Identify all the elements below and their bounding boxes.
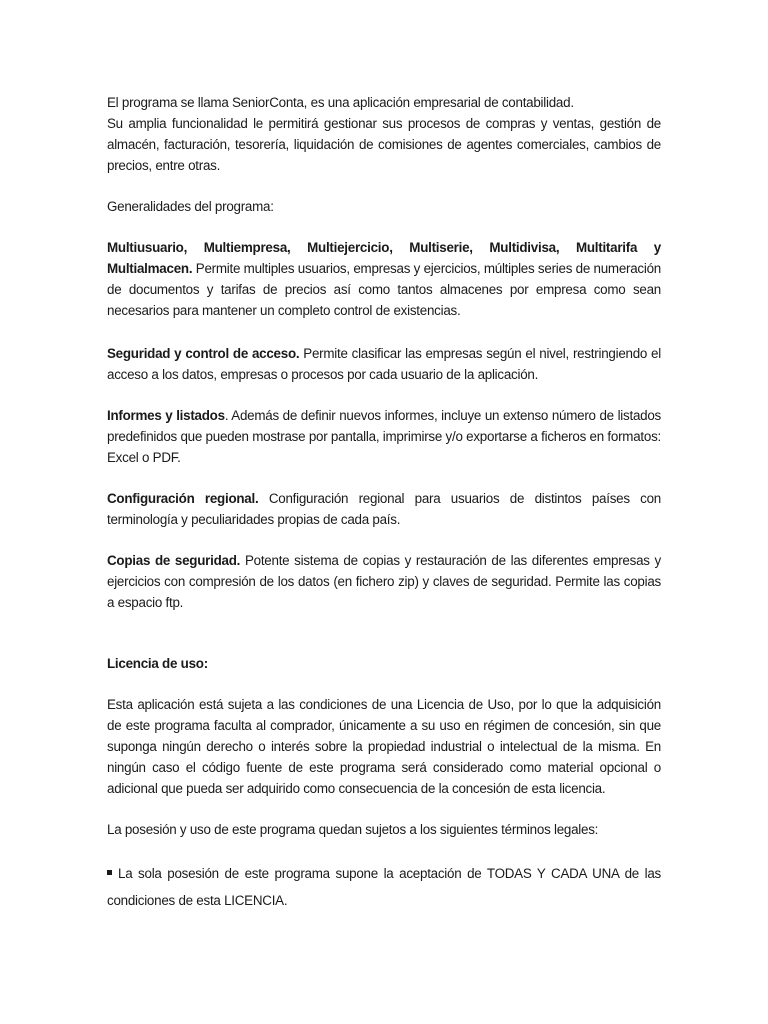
feature-text: . Además de definir nuevos informes, incluye un extenso número de listados predefinidos que pueden mostrase por pantalla, imprimirse y/o exportarse a ficheros en formatos: Excel o PDF. bbox=[107, 408, 661, 465]
license-heading: Licencia de uso: bbox=[107, 656, 208, 671]
feature-text: Configuración regional para usuarios de distintos países con terminología y peculiaridades propias de cada país. bbox=[107, 491, 662, 527]
bullet-item bbox=[107, 860, 661, 914]
feature-text: Potente sistema de copias y restauración de las diferentes empresas y ejercicios con compresión de los datos (en fichero zip) y claves de seguridad. Permite las copias a espacio ftp. bbox=[107, 553, 661, 610]
bullet-text: La sola posesión de este programa supone la aceptación de TODAS Y CADA UNA de las condiciones de esta LICENCIA. bbox=[107, 866, 661, 908]
feature-paragraph bbox=[107, 405, 661, 468]
intro-line: El programa se llama SeniorConta, es una aplicación empresarial de contabilidad. bbox=[107, 95, 574, 110]
feature-title: Seguridad y control de acceso. bbox=[107, 346, 300, 361]
feature-paragraph bbox=[107, 237, 661, 321]
square-bullet-icon bbox=[107, 870, 112, 875]
feature-title: Multiusuario, Multiempresa, Multiejercicio, Multiserie, Multidivisa, Multitarifa y Multialmacen. bbox=[107, 240, 661, 276]
feature-title: Copias de seguridad. bbox=[107, 553, 241, 568]
intro-paragraph: Su amplia funcionalidad le permitirá gestionar sus procesos de compras y ventas, gestión de almacén, facturación, tesorería, liquidación de comisiones de agentes comerciales, cambios de precios, entre otras. bbox=[107, 116, 661, 173]
feature-text: Permite multiples usuarios, empresas y ejercicios, múltiples series de numeración de documentos y tarifas de precios así como tantos almacenes por empresa como sean necesarios para mantener un completo control de existencias. bbox=[107, 261, 661, 318]
feature-title: Informes y listados bbox=[107, 408, 225, 423]
feature-text: Permite clasificar las empresas según el nivel, restringiendo el acceso a los datos, empresas o procesos por cada usuario de la aplicación. bbox=[107, 346, 661, 382]
license-paragraph: Esta aplicación está sujeta a las condiciones de una Licencia de Uso, por lo que la adquisición de este programa faculta al comprador, únicamente a su uso en régimen de concesión, sin que suponga ningún derecho o interés sobre la propiedad industrial o intelectual de la misma. En ningún caso el código fuente de este programa será considerado como material opcional o adicional que pueda ser adquirido como consecuencia de la concesión de esta licencia. bbox=[107, 697, 661, 796]
feature-paragraph bbox=[107, 343, 661, 385]
feature-paragraph bbox=[107, 488, 661, 530]
terms-intro: La posesión y uso de este programa quedan sujetos a los siguientes términos legales: bbox=[107, 822, 599, 837]
document-page bbox=[107, 92, 661, 914]
generalities-heading: Generalidades del programa: bbox=[107, 199, 274, 214]
feature-paragraph bbox=[107, 550, 661, 613]
feature-title: Configuración regional. bbox=[107, 491, 259, 506]
